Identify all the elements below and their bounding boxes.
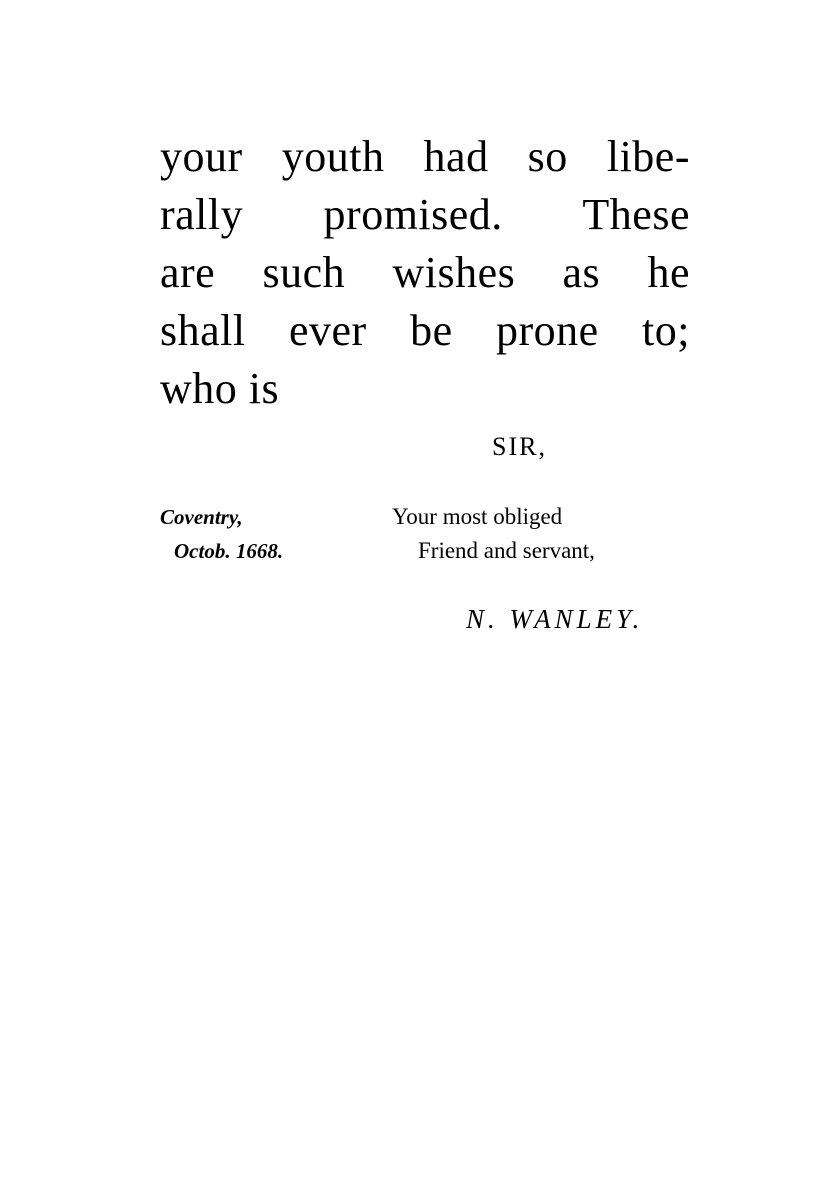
closing-line: Friend and servant, [418, 538, 595, 563]
place-date [160, 500, 283, 568]
body-line: are such wishes as he [160, 248, 690, 297]
body-line: your youth had so libe- [160, 132, 690, 181]
body-line: rally promised. These [160, 190, 690, 239]
closing [392, 500, 595, 568]
letter-body [160, 128, 690, 418]
signature: N. WANLEY. [466, 604, 644, 634]
salutation: SIR, [492, 432, 547, 461]
closing-line: Your most obliged [392, 504, 563, 529]
body-line: who is [160, 364, 280, 413]
body-line: shall ever be prone to; [160, 306, 690, 355]
date-line: Octob. 1668. [174, 539, 284, 563]
place-line: Coventry, [160, 505, 243, 529]
